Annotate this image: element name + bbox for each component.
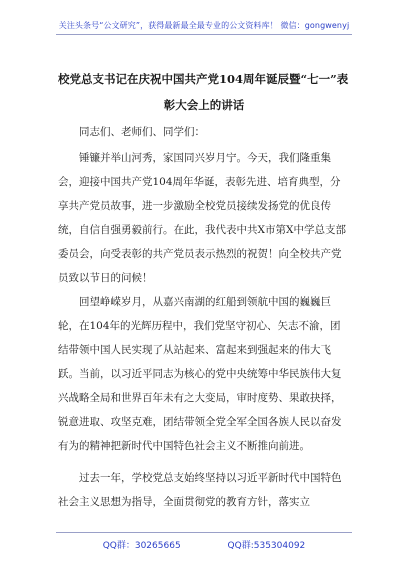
title-line-2: 彰大会上的讲话 [163,98,245,112]
paragraph: 过去一年，学校党总支始终坚持以习近平新时代中国特色社会主义思想为指导，全面贯彻党的教育方针，落实立 [58,472,342,508]
paragraph-1-block [58,146,350,290]
paragraph-3-block [58,466,350,514]
paragraph-2-block [58,290,350,458]
title-line-1: 校党总支书记在庆祝中国共产党104周年诞辰暨“七一”表 [58,72,349,86]
footer [0,538,408,551]
footer-divider [56,532,352,533]
footer-qq-group-2: QQ群:535304092 [227,541,306,551]
header-divider [56,34,352,35]
header-banner: 关注头条号“公文研究”，获得最新最全最专业的公文资料库！ 微信：gongwenyj [58,21,350,30]
salutation-block [58,120,350,144]
paragraph: 回望峥嵘岁月，从嘉兴南湖的红船到领航中国的巍巍巨轮，在104年的光辉历程中，我们党坚守初心、矢志不渝，团结带领中国人民实现了从站起来、富起来到强起来的伟大飞跃。当前，以习近平同志为核心的党中央统筹中华民族伟大复兴战略全局和世界百年未有之大变局，审时度势、果敢抉择，锐意进取、攻坚克难，团结带领全党全军全国各族人民以奋发有为的精神把新时代中国特色社会主义不断推向前进。 [58,296,342,452]
salutation: 同志们、老师们、同学们： [79,126,205,138]
paragraph: 锤镰并举山河秀，家国同兴岁月宁。今天，我们隆重集会，迎接中国共产党104周年华诞，表彰先进、培育典型，分享共产党员故事，进一步激励全校党员接续发扬党的优良传统，自信自强勇毅前行。在此，我代表中共X市第X中学总支部委员会，向受表彰的共产党员表示热烈的祝贺！向全校共产党员致以节日的问候！ [58,152,346,284]
footer-qq-group-1: QQ群：30265665 [102,541,181,551]
document-title [58,66,350,118]
